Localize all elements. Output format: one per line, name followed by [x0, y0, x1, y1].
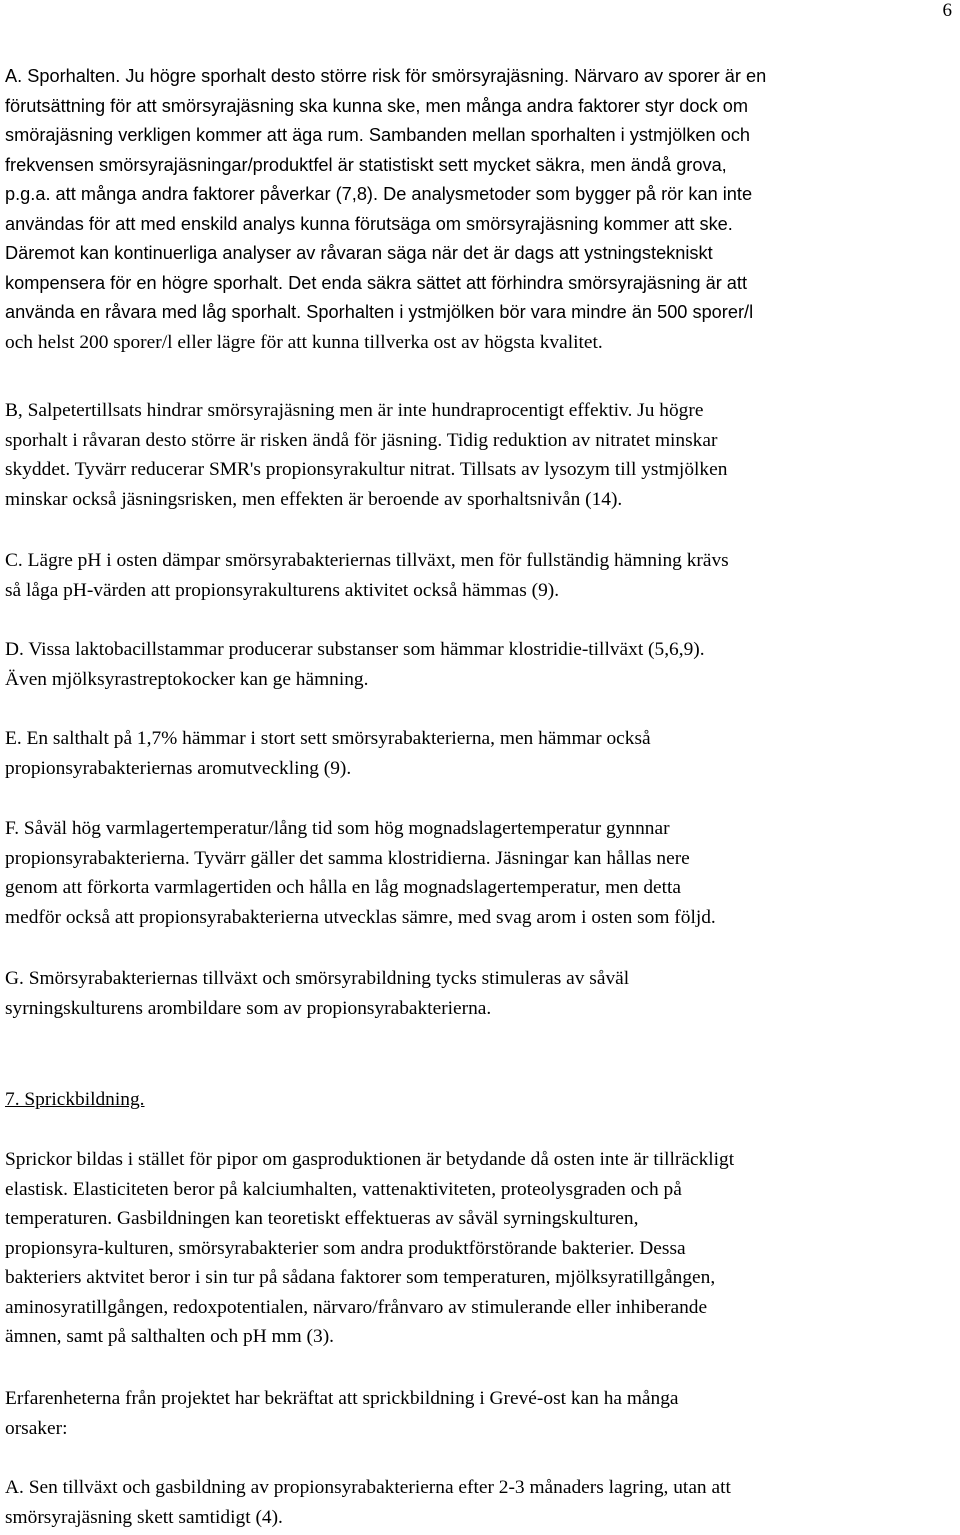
- text-line: förutsättning för att smörsyrajäsning ska kunna ske, men många andra faktorer styr dock om: [5, 95, 748, 116]
- text-line: Sprickor bildas i stället för pipor om gasproduktionen är betydande då osten inte är tillräckligt: [5, 1149, 735, 1170]
- text-line: G. Smörsyrabakteriernas tillväxt och smörsyrabildning tycks stimuleras av såväl: [5, 968, 630, 989]
- text-line: C. Lägre pH i osten dämpar smörsyrabakteriernas tillväxt, men för fullständig hämning krävs: [5, 550, 729, 571]
- text-line: p.g.a. att många andra faktorer påverkar (7,8). De analysmetoder som bygger på rör kan inte: [5, 184, 753, 204]
- text-line: elastisk. Elasticiteten beror på kalciumhalten, vattenaktiviteten, proteolysgraden och på: [5, 1178, 682, 1200]
- text-line: genom att förkorta varmlagertiden och hålla en låg mognadslagertemperatur, men detta: [5, 877, 682, 898]
- text-line: Även mjölksyrastreptokocker kan ge hämning.: [5, 668, 369, 690]
- heading-text: 7. Sprickbildning.: [5, 1089, 145, 1110]
- text-line: kompensera för en högre sporhalt. Det enda säkra sättet att förhindra smörsyrajäsning är att: [5, 272, 748, 293]
- page-number: 6: [942, 0, 952, 21]
- text-line: propionsyrabakteriernas aromutveckling (9).: [5, 757, 352, 779]
- paragraph-f-temperatur: [5, 814, 957, 932]
- text-line: så låga pH-värden att propionsyrakulturens aktivitet också hämmas (9).: [5, 579, 560, 601]
- text-line: temperaturen. Gasbildningen kan teoretiskt effektueras av såväl syrningskulturen,: [5, 1208, 639, 1229]
- text-line: orsaker:: [5, 1417, 68, 1439]
- text-line: ämnen, samt på salthalten och pH mm (3).: [5, 1326, 335, 1347]
- text-line: Däremot kan kontinuerliga analyser av råvaran säga när det är dags att ystningstekniskt: [5, 243, 713, 263]
- text-line: medför också att propionsyrabakterierna utvecklas sämre, med svag arom i osten som följd.: [5, 906, 716, 928]
- paragraph-erfarenheterna: [5, 1384, 957, 1443]
- text-line: E. En salthalt på 1,7% hämmar i stort sett smörsyrabakterierna, men hämmar också: [5, 728, 651, 749]
- text-line: användas för att med enskild analys kunna förutsäga om smörsyrajäsning kommer att ske.: [5, 213, 733, 234]
- text-line: minskar också jäsningsrisken, men effekten är beroende av sporhaltsnivån (14).: [5, 488, 623, 510]
- paragraph-d-laktobaciller: [5, 635, 957, 694]
- paragraph-b-salpeter: [5, 396, 957, 514]
- text-line: propionsyrabakterierna. Tyvärr gäller det samma klostridierna. Jäsningar kan hållas nere: [5, 847, 690, 869]
- text-line: syrningskulturens arombildare som av propionsyrabakterierna.: [5, 997, 492, 1019]
- text-line: A. Sporhalten. Ju högre sporhalt desto större risk för smörsyrajäsning. Närvaro av sporer är en: [5, 66, 767, 86]
- text-line: och helst 200 sporer/l eller lägre för att kunna tillverka ost av högsta kvalitet.: [5, 331, 603, 353]
- text-line: A. Sen tillväxt och gasbildning av propionsyrabakterierna efter 2-3 månaders lagring, utan att: [5, 1477, 731, 1498]
- text-line: skyddet. Tyvärr reducerar SMR's propionsyrakultur nitrat. Tillsats av lysozym till ystmjölken: [5, 459, 728, 480]
- text-line: bakteriers aktvitet beror i sin tur på sådana faktorer som temperaturen, mjölksyratillgången,: [5, 1267, 716, 1288]
- paragraph-a-sporhalten: [5, 62, 957, 357]
- text-line: F. Såväl hög varmlagertemperatur/lång tid som hög mognadslagertemperatur gynnnar: [5, 818, 670, 839]
- text-line: smörajäsning verkligen kommer att äga rum. Sambanden mellan sporhalten i ystmjölken och: [5, 125, 751, 145]
- text-line: sporhalt i råvaran desto större är risken ändå för jäsning. Tidig reduktion av nitratet minskar: [5, 429, 718, 451]
- section-heading-sprickbildning: [5, 1085, 957, 1115]
- text-line: propionsyra-kulturen, smörsyrabakterier som andra produktförstörande bakterier. Dessa: [5, 1237, 686, 1259]
- text-line: aminosyratillgången, redoxpotentialen, närvaro/frånvaro av stimulerande eller inhiberande: [5, 1296, 708, 1318]
- text-line: använda en råvara med låg sporhalt. Sporhalten i ystmjölken bör vara mindre än 500 sporer/l: [5, 302, 754, 322]
- paragraph-a-sen-tillvaxt: [5, 1473, 957, 1532]
- text-line: smörsyrajäsning skett samtidigt (4).: [5, 1506, 283, 1528]
- text-line: B, Salpetertillsats hindrar smörsyrajäsning men är inte hundraprocentigt effektiv. Ju högre: [5, 400, 704, 421]
- text-line: D. Vissa laktobacillstammar producerar substanser som hämmar klostridie-tillväxt (5,6,9).: [5, 639, 705, 660]
- paragraph-e-salthalt: [5, 724, 957, 783]
- paragraph-sprickor: [5, 1145, 957, 1352]
- text-line: Erfarenheterna från projektet har bekräftat att sprickbildning i Grevé-ost kan ha många: [5, 1388, 679, 1409]
- text-line: frekvensen smörsyrajäsningar/produktfel är statistiskt sett mycket säkra, men ändå grova,: [5, 154, 727, 175]
- paragraph-g-stimulering: [5, 964, 957, 1023]
- paragraph-c-ph: [5, 546, 957, 605]
